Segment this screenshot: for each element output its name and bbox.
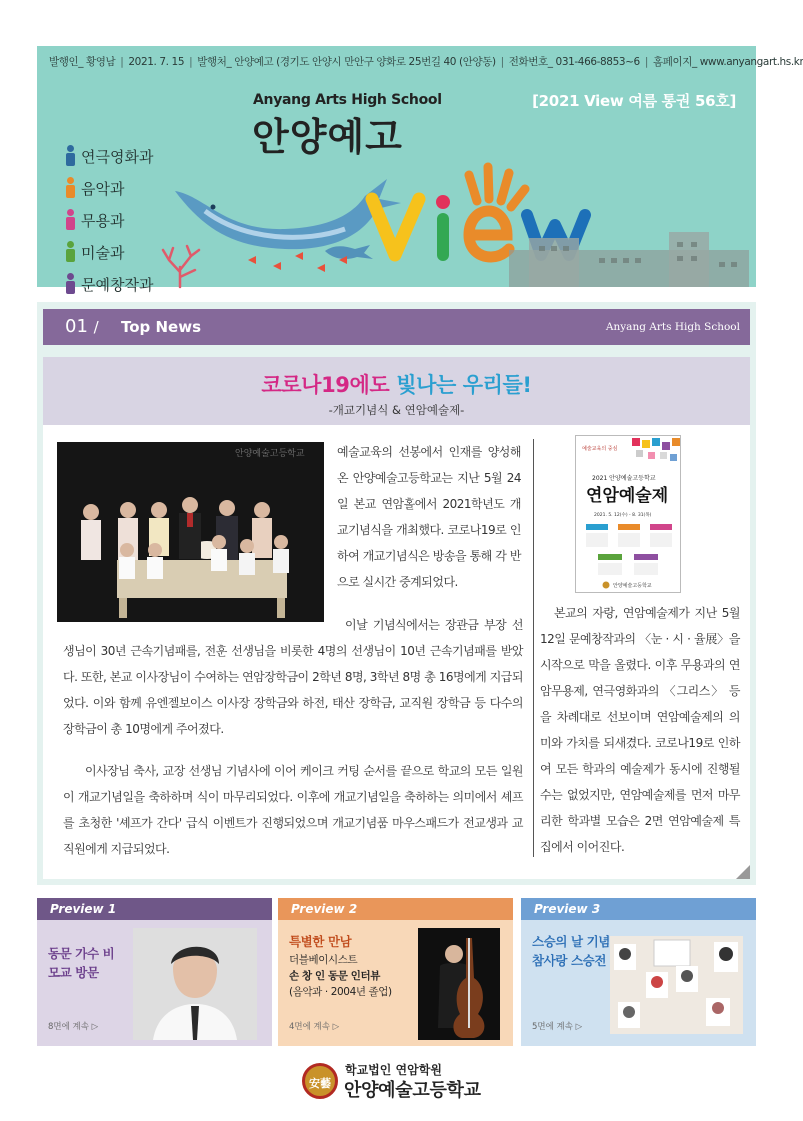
school-name: 안양예술고등학교 — [344, 1080, 481, 1101]
article-paragraph-1: 예술교육의 선봉에서 인재를 양성해온 안양예술고등학교는 지난 5월 24일 본교 연암홀에서 2021학년도 개교기념식을 개최했다. 코로나19로 인하여 개교기념식은 방송을 통해 각 반으로 실시간 중계되었다. — [337, 445, 521, 589]
coral-illustration — [155, 242, 205, 287]
preview-tag: Preview 3 — [521, 898, 756, 920]
department-music: 음악과 — [65, 172, 153, 204]
poster-dates: 2021. 5. 12(수) - 8. 31(목) — [594, 513, 652, 518]
fish-illustration — [243, 246, 353, 276]
photo-banner: 안양예술고등학교 — [235, 449, 305, 459]
preview-title: 특별한 만남 — [289, 934, 352, 949]
school-name-english: Anyang Arts High School — [253, 92, 442, 108]
teacher-portraits-photo — [610, 936, 743, 1034]
school-footer — [300, 1058, 500, 1104]
headline: 코로나19에도 빛나는 우리들! — [261, 373, 532, 397]
headline-box — [43, 357, 750, 425]
homepage-link[interactable]: 홈페이지_ www.anyangart.hs.kr — [652, 56, 803, 68]
section-title: Top News — [121, 318, 202, 336]
ceremony-photo — [57, 442, 324, 622]
article-card — [43, 357, 750, 879]
top-news-section — [37, 302, 756, 885]
column-divider — [533, 439, 534, 857]
article-paragraph-3: 이사장님 축사, 교장 선생님 기념사에 이어 케이크 커팅 순서를 끝으로 학교의 모든 일원이 개교기념일을 축하하며 식이 마무리되었다. 이후에 개교기념일을 축하하는 의미에서 셰프를 초청한 '셰프가 간다' 급식 이벤트가 진행되었으며 개교기념품 마우스패드가 전교생과 교직원에게 지급되었다. — [63, 764, 523, 856]
person-icon — [65, 273, 75, 295]
publish-date: 2021. 7. 15 — [128, 56, 185, 68]
masthead — [37, 46, 803, 294]
poster-year: 2021 안양예술고등학교 — [592, 475, 656, 482]
preview-description: 더블베이시스트 손 창 인 동문 인터뷰 (음악과 · 2004년 졸업) — [289, 954, 392, 998]
publisher-address: 발행처_ 안양예고 (경기도 안양시 만안구 양화로 25번길 40 (안양동) — [197, 56, 496, 68]
school-seal-icon: 安藝 — [302, 1063, 338, 1099]
department-dance: 무용과 — [65, 204, 153, 236]
preview-tag: Preview 1 — [37, 898, 272, 920]
bassist-photo — [418, 928, 500, 1040]
person-icon — [65, 177, 75, 199]
foundation-name: 학교법인 연암학원 — [345, 1063, 442, 1077]
person-icon — [65, 209, 75, 231]
preview-card-2[interactable] — [278, 898, 513, 1046]
department-creative-writing: 문예창작과 — [65, 268, 153, 300]
article-paragraph-4: 본교의 자랑, 연암예술제가 지난 5월 12일 문예창작과의 〈눈 · 시 · 율展〉을 시작으로 막을 올렸다. 이후 무용과의 연암무용제, 연극영화과의 〈그리스〉 등을 차례대로 선보이며 연암예술제의 의미와 가치를 되새겼다. 코로나19로 인하여 모든 학과의 예술제가 동시에 진행될 수는 없었지만, 연암예술제를 먼저 마무리한 학과별 모습은 2면 연암예술제 특집에서 이어진다. — [540, 606, 740, 854]
preview-tag: Preview 2 — [278, 898, 513, 920]
department-list — [65, 140, 153, 300]
person-icon — [65, 241, 75, 263]
phone-number: 전화번호_ 031-466-8853~6 — [508, 56, 640, 68]
section-number: 01 / — [65, 316, 99, 337]
preview-title: 동문 가수 비 모교 방문 — [48, 946, 115, 980]
continue-link[interactable]: 4면에 계속 ▷ — [289, 1022, 340, 1032]
preview-card-1[interactable] — [37, 898, 272, 1046]
publication-info: 발행인_ 황영남 | 2021. 7. 15 | 발행처_ 안양예고 (경기도 안양시 만안구 양화로 25번길 40 (안양동) | 전화번호_ 031-466-8853~6 | 홈페이지_ www.anyangart.hs.kr — [49, 56, 803, 68]
poster-title: 연암예술제 — [586, 486, 669, 506]
preview-card-3[interactable] — [521, 898, 756, 1046]
poster-footer: 안양예술고등학교 — [613, 583, 652, 589]
continue-link[interactable]: 8면에 계속 ▷ — [48, 1022, 99, 1032]
singer-portrait-photo — [133, 928, 257, 1040]
section-school-name: Anyang Arts High School — [605, 321, 740, 333]
school-building-illustration — [499, 232, 756, 287]
issue-label: [2021 View 여름 통권 56호] — [532, 92, 736, 110]
festival-poster — [575, 435, 681, 593]
preview-title: 스승의 날 기념 참사랑 스승전 — [532, 934, 610, 968]
continue-link[interactable]: 5면에 계속 ▷ — [532, 1022, 583, 1032]
subheadline: -개교기념식 & 연암예술제- — [328, 403, 465, 417]
article-paragraph-2: 이날 기념식에서는 장관금 부장 선생님이 30년 근속기념패를, 전훈 선생님을 비롯한 4명의 선생님이 10년 근속기념패를 받았다. 또한, 본교 이사장님이 수여하는 연암장학금이 2학년 8명, 3학년 8명 총 16명에게 지급되었다. 이와 함께 유엔젤보이스 이사장 장학금와 하전, 태산 장학금, 교직원 장학금 등 다수의 장학금이 총 10명에게 주어졌다. — [63, 618, 523, 736]
poster-mosaic — [632, 438, 680, 461]
department-theater-film: 연극영화과 — [65, 140, 153, 172]
publisher: 발행인_ 황영남 — [49, 56, 116, 68]
section-header — [43, 309, 750, 345]
page-corner-fold — [736, 865, 750, 879]
department-art: 미술과 — [65, 236, 153, 268]
school-name-korean: 안양예고 — [252, 115, 403, 159]
poster-top-label: 예술교육의 중심 — [582, 446, 618, 452]
person-icon — [65, 145, 75, 167]
